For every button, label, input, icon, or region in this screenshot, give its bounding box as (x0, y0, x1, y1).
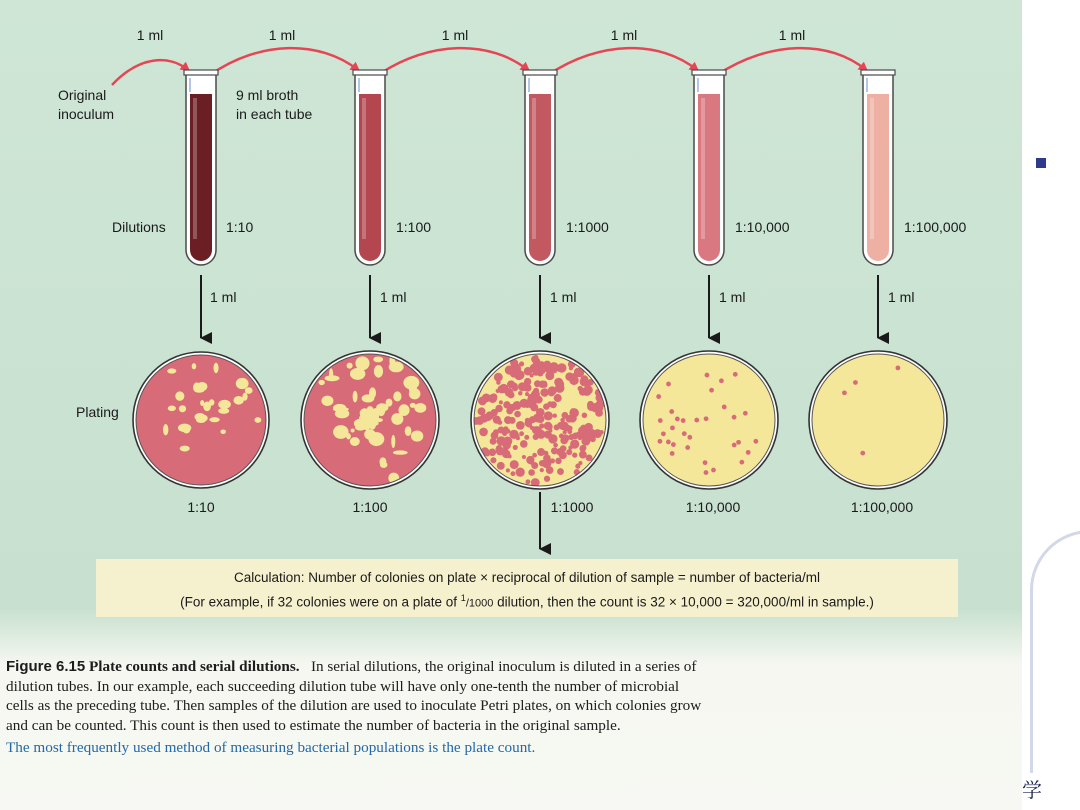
colony (513, 445, 518, 450)
agar-gap (350, 437, 360, 446)
plate-agar (812, 354, 944, 486)
slide-side-strip (1022, 0, 1080, 810)
agar-gap (321, 396, 333, 406)
plating-transfer-label-1: 1 ml (210, 289, 237, 305)
colony (533, 358, 541, 366)
agar-gap (409, 383, 417, 394)
colony (853, 380, 858, 385)
colony (489, 448, 497, 456)
agar-gap (373, 356, 383, 362)
agar-gap (411, 431, 423, 442)
agar-gap (167, 368, 176, 373)
tube-lip (353, 70, 387, 75)
top-transfer-label-2: 1 ml (268, 27, 296, 43)
top-transfer-label-5: 1 ml (778, 27, 806, 43)
colony (561, 412, 568, 419)
colony (493, 416, 501, 424)
agar-gap (353, 391, 358, 403)
colony (534, 380, 541, 387)
colony (656, 394, 661, 399)
colony (530, 373, 534, 377)
colony (703, 460, 708, 465)
agar-gap (213, 363, 218, 374)
colony (661, 431, 666, 436)
dilution-tube-2 (353, 70, 387, 265)
colony (704, 416, 709, 421)
colony (531, 462, 538, 469)
colony (543, 363, 552, 372)
colony (575, 464, 580, 469)
colony (746, 450, 751, 455)
colony (658, 418, 663, 423)
colony (510, 460, 519, 469)
colony (578, 436, 583, 441)
tube-dilution-label-4: 1:10,000 (735, 219, 790, 235)
colony (666, 382, 671, 387)
colony (562, 434, 570, 442)
tube-lip (692, 70, 726, 75)
tube-highlight (870, 98, 874, 239)
colony (525, 392, 529, 396)
agar-gap (379, 457, 386, 466)
bullet-square-icon (1036, 158, 1046, 168)
calculation-line-2-start: (For example, if 32 colonies were on a plate of (180, 594, 461, 610)
colony (732, 443, 737, 448)
colony (555, 379, 561, 385)
colony (582, 413, 588, 419)
agar-gap (200, 400, 204, 406)
agar-gap (236, 378, 249, 389)
colony (551, 447, 558, 454)
colony (532, 427, 539, 434)
transfer-arrow-2 (210, 48, 358, 75)
agar-gap (362, 394, 375, 402)
agar-gap (333, 425, 348, 439)
top-transfer-label-3: 1 ml (441, 27, 469, 43)
fraction-numerator: 1 (460, 593, 466, 603)
agar-gap (163, 424, 168, 435)
agar-gap (351, 428, 355, 432)
colony (479, 428, 488, 437)
colony (739, 460, 744, 465)
agar-gap (319, 380, 325, 385)
colony (543, 403, 549, 409)
colony (587, 403, 595, 411)
colony (584, 381, 591, 388)
colony (506, 468, 510, 472)
colony (593, 429, 602, 438)
colony (502, 441, 510, 449)
top-transfer-label-1: 1 ml (136, 27, 164, 43)
colony (507, 380, 515, 388)
dilution-tube-5 (861, 70, 895, 265)
colony (722, 405, 727, 410)
tube-lip (523, 70, 557, 75)
colony (670, 451, 675, 456)
colony (711, 468, 716, 473)
tube-dilution-label-3: 1:1000 (566, 219, 609, 235)
slide-footer-text: 学 (1022, 778, 1042, 802)
agar-gap (245, 387, 253, 394)
colony (496, 389, 500, 393)
calculation-line-2-end: dilution, then the count is 32 × 10,000 = 320,000/ml in sample.) (493, 594, 874, 610)
petri-plate-4 (640, 351, 778, 489)
colony (733, 372, 738, 377)
colony (482, 393, 491, 402)
agar-gap (192, 363, 197, 369)
colony (554, 394, 562, 402)
colony (572, 452, 577, 457)
plate-dilution-label-1: 1:10 (187, 499, 215, 515)
colony (508, 392, 515, 399)
colony (537, 448, 545, 456)
colony (557, 468, 564, 475)
agar-gap (254, 417, 261, 423)
colony (516, 421, 525, 430)
tube-highlight (193, 98, 197, 239)
colony (553, 413, 557, 417)
colony (586, 455, 593, 462)
colony (502, 450, 510, 458)
tube-highlight (532, 98, 536, 239)
colony (520, 440, 528, 448)
colony (536, 416, 543, 423)
transfer-arrow-5 (717, 48, 866, 75)
colony (704, 470, 709, 475)
agar-gap (347, 363, 353, 369)
agar-gap (180, 446, 190, 452)
fraction-denominator: /1000 (465, 597, 494, 610)
top-transfer-label-4: 1 ml (610, 27, 638, 43)
colony (518, 391, 522, 395)
agar-gap (175, 391, 184, 401)
original-inoculum-label-2: inoculum (58, 106, 115, 122)
colony (568, 414, 577, 423)
agar-gap (374, 365, 383, 378)
figure-body: In serial dilutions, the original inoculum is diluted in a series of dilution tubes. In our example, each succeeding dilution tube will have only one-tenth the number of microbial cells as the preceding tube. Then samples of the dilution are used to inoculate Petri plates, on which colonies grow and can be counted. This count is then used to estimate the number of bacteria in the original sample. (6, 658, 702, 734)
colony (555, 458, 561, 464)
colony (540, 468, 544, 472)
colony (524, 435, 529, 440)
petri-plate-1 (133, 352, 269, 488)
colony (485, 452, 490, 457)
colony (860, 451, 865, 456)
plate-agar (304, 354, 436, 486)
plate-dilution-label-4: 1:10,000 (685, 499, 741, 515)
colony (557, 363, 566, 372)
colony (514, 411, 521, 418)
agar-gap (350, 372, 361, 377)
colony (542, 459, 552, 469)
colony (544, 411, 553, 420)
agar-gap (410, 403, 416, 408)
agar-gap (233, 396, 243, 405)
agar-surface (812, 354, 944, 486)
colony (694, 418, 699, 423)
figure-title: Plate counts and serial dilutions. (89, 658, 300, 675)
colony (658, 439, 663, 444)
colony (895, 365, 900, 370)
colony (540, 388, 549, 397)
colony (566, 449, 572, 455)
agar-surface (643, 354, 775, 486)
dilution-tube-3 (523, 70, 557, 265)
plating-transfer-label-4: 1 ml (719, 289, 746, 305)
agar-gap (324, 375, 339, 381)
colony (581, 437, 590, 446)
colony (519, 431, 524, 436)
colony (671, 442, 676, 447)
colony (719, 378, 724, 383)
tube-lip (861, 70, 895, 75)
colony (550, 401, 557, 408)
colony (576, 432, 580, 436)
colony (545, 423, 552, 430)
agar-gap (364, 429, 375, 439)
colony (496, 380, 500, 384)
agar-gap (391, 435, 395, 448)
colony (545, 371, 554, 380)
plate-agar (136, 355, 266, 485)
calculation-box (96, 559, 958, 617)
colony (563, 424, 570, 431)
colony (666, 440, 671, 445)
plate-dilution-label-3: 1:1000 (550, 499, 594, 515)
colony (732, 415, 737, 420)
colony (548, 389, 555, 396)
transfer-arrow-3 (378, 48, 528, 75)
calculation-line-2 (96, 588, 958, 614)
plate-dilution-label-5: 1:100,000 (850, 499, 914, 515)
figure-number: Figure 6.15 (6, 658, 86, 675)
colony (509, 430, 518, 439)
colony (513, 401, 522, 410)
colony (842, 390, 847, 395)
figure-note: The most frequently used method of measuring bacterial populations is the plate count. (6, 739, 536, 756)
agar-gap (366, 406, 374, 417)
petri-plate-2 (301, 351, 439, 489)
colony (579, 388, 587, 396)
colony (570, 439, 579, 448)
tube-highlight (701, 98, 705, 239)
colony (753, 439, 758, 444)
agar-gap (405, 426, 412, 436)
agar-gap (393, 450, 408, 454)
transfer-arrow-1 (112, 60, 188, 85)
agar-gap (168, 406, 176, 412)
petri-plate-3 (471, 351, 609, 489)
agar-gap (196, 417, 206, 423)
colony (669, 409, 674, 414)
colony (491, 395, 496, 400)
colony (553, 443, 558, 448)
colony (682, 431, 687, 436)
dilution-tube-4 (692, 70, 726, 265)
plating-transfer-label-5: 1 ml (888, 289, 915, 305)
colony (510, 471, 515, 476)
colony (519, 361, 524, 366)
colony (736, 440, 741, 445)
agar-gap (179, 405, 186, 412)
dilution-tube-1 (184, 70, 218, 265)
agar-gap (393, 391, 401, 401)
colony (499, 400, 503, 404)
plating-transfer-label-3: 1 ml (550, 289, 577, 305)
colony (675, 417, 680, 422)
plating-transfer-label-2: 1 ml (380, 289, 407, 305)
plate-agar (643, 354, 775, 486)
colony (709, 388, 714, 393)
colony (670, 425, 675, 430)
agar-gap (209, 399, 215, 405)
colony (490, 457, 496, 463)
colony (705, 373, 710, 378)
colony (497, 462, 505, 470)
figure-caption (6, 657, 706, 758)
colony (580, 445, 586, 451)
colony (522, 455, 526, 459)
colony (544, 476, 550, 482)
plating-label: Plating (76, 404, 119, 420)
colony (505, 366, 514, 375)
agar-gap (399, 404, 410, 416)
agar-gap (218, 400, 231, 409)
agar-gap (218, 408, 229, 414)
dilutions-label: Dilutions (112, 219, 166, 235)
transfer-arrow-4 (548, 48, 697, 75)
colony (743, 411, 748, 416)
broth-label-2: in each tube (236, 106, 313, 122)
colony (502, 431, 507, 436)
agar-gap (194, 387, 205, 393)
tube-dilution-label-5: 1:100,000 (904, 219, 967, 235)
colony (493, 429, 499, 435)
agar-gap (355, 424, 366, 430)
agar-gap (414, 403, 426, 413)
calculation-line-1: Calculation: Number of colonies on plate × reciprocal of dilution of sample = number of bacteria/ml (233, 570, 821, 585)
colony (681, 418, 686, 423)
colony (529, 469, 534, 474)
colony (525, 479, 530, 484)
colony (685, 445, 690, 450)
agar-gap (183, 426, 191, 433)
colony (566, 375, 571, 380)
petri-plates (133, 351, 947, 489)
tube-dilution-label-1: 1:10 (226, 219, 254, 235)
colony (579, 451, 587, 459)
broth-label-1: 9 ml broth (236, 87, 299, 103)
agar-gap (220, 429, 226, 434)
colony (509, 417, 516, 424)
colony (533, 388, 539, 394)
colony (535, 396, 543, 404)
agar-gap (335, 409, 349, 419)
colony (525, 418, 530, 423)
colony (559, 451, 567, 459)
colony (518, 382, 527, 391)
tube-highlight (362, 98, 366, 239)
colony (480, 414, 489, 423)
original-inoculum-label-1: Original (58, 87, 107, 103)
colony (571, 373, 577, 379)
colony (527, 401, 534, 408)
colony (516, 468, 525, 477)
tube-lip (184, 70, 218, 75)
colony (539, 423, 544, 428)
plate-dilution-label-2: 1:100 (352, 499, 388, 515)
petri-plate-5 (809, 351, 947, 489)
colony (687, 435, 692, 440)
tube-dilution-label-2: 1:100 (396, 219, 432, 235)
agar-gap (209, 417, 219, 422)
university-seal-watermark (1030, 530, 1080, 773)
